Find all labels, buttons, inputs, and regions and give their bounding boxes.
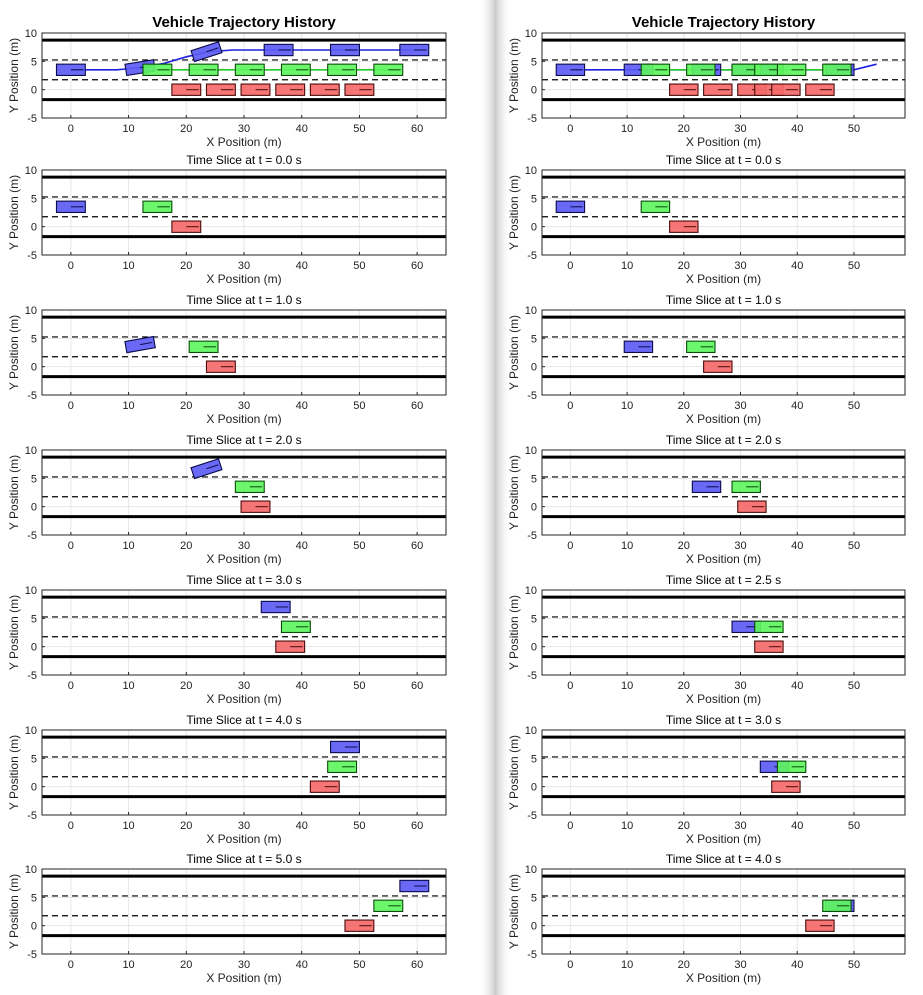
y-tick-label: 5 bbox=[30, 56, 37, 69]
x-tick-label: 30 bbox=[734, 123, 747, 135]
vehicle-green bbox=[189, 64, 218, 75]
subplot-title: Time Slice at t = 2.0 s bbox=[665, 433, 782, 447]
subplot-left-5 bbox=[7, 573, 446, 706]
x-tick-label: 30 bbox=[237, 680, 251, 692]
y-axis-label: Y Position (m) bbox=[507, 314, 521, 391]
y-tick-label: 10 bbox=[24, 725, 37, 737]
y-tick-label: 10 bbox=[524, 585, 537, 597]
y-tick-label: 0 bbox=[530, 84, 537, 97]
x-tick-label: 10 bbox=[620, 540, 634, 552]
x-axis-label: X Position (m) bbox=[206, 272, 282, 286]
plot-area bbox=[542, 590, 905, 675]
y-tick-label: 0 bbox=[530, 920, 537, 933]
x-axis-label: X Position (m) bbox=[685, 552, 762, 566]
vehicle-red bbox=[241, 501, 270, 512]
x-tick-label: 30 bbox=[734, 959, 747, 971]
x-tick-label: 10 bbox=[122, 680, 135, 692]
y-axis-label: Y Position (m) bbox=[7, 314, 21, 391]
x-tick-label: 40 bbox=[791, 680, 804, 692]
y-tick-label: 0 bbox=[30, 361, 37, 374]
vehicle-red bbox=[172, 221, 201, 232]
y-tick-label: -5 bbox=[527, 530, 537, 542]
x-axis-label: X Position (m) bbox=[206, 135, 282, 149]
vehicle-green bbox=[328, 761, 357, 772]
subplot-left-6 bbox=[7, 713, 446, 846]
plot-area bbox=[542, 170, 905, 255]
y-tick-label: 5 bbox=[30, 753, 37, 766]
y-tick-label: 10 bbox=[524, 165, 537, 177]
x-tick-label: 10 bbox=[122, 400, 135, 412]
y-tick-label: 0 bbox=[30, 84, 37, 97]
vehicle-green bbox=[641, 64, 669, 75]
y-axis-label: Y Position (m) bbox=[507, 873, 521, 950]
y-axis-label: Y Position (m) bbox=[507, 734, 521, 811]
x-tick-label: 50 bbox=[353, 123, 366, 135]
subplot-title: Time Slice at t = 0.0 s bbox=[665, 153, 782, 167]
x-tick-label: 30 bbox=[237, 820, 251, 832]
y-tick-label: 10 bbox=[24, 305, 37, 317]
y-tick-label: 10 bbox=[524, 28, 537, 40]
x-tick-label: 20 bbox=[180, 400, 193, 412]
vehicle-red bbox=[310, 84, 339, 95]
y-tick-label: 10 bbox=[524, 445, 537, 457]
x-tick-label: 20 bbox=[180, 260, 193, 272]
x-tick-label: 20 bbox=[677, 540, 690, 552]
vehicle-green bbox=[143, 64, 172, 75]
plot-area bbox=[542, 310, 905, 395]
x-tick-label: 40 bbox=[791, 400, 804, 412]
vehicle-blue bbox=[264, 44, 293, 55]
vehicle-blue bbox=[556, 201, 584, 212]
y-tick-label: 0 bbox=[30, 641, 37, 654]
vehicle-blue bbox=[624, 341, 652, 352]
vehicle-green bbox=[328, 64, 357, 75]
y-axis-label: Y Position (m) bbox=[7, 454, 21, 531]
subplot-title: Time Slice at t = 1.0 s bbox=[665, 293, 782, 307]
x-tick-label: 50 bbox=[353, 260, 366, 272]
x-tick-label: 20 bbox=[180, 540, 193, 552]
subplot-title: Time Slice at t = 2.5 s bbox=[665, 573, 782, 587]
x-tick-label: 50 bbox=[847, 959, 861, 971]
x-tick-label: 40 bbox=[295, 820, 308, 832]
subplot-title: Time Slice at t = 0.0 s bbox=[186, 153, 302, 167]
vehicle-green bbox=[374, 64, 403, 75]
vehicle-blue bbox=[331, 741, 360, 752]
x-tick-label: 0 bbox=[567, 540, 574, 552]
x-tick-label: 50 bbox=[353, 680, 366, 692]
y-tick-label: 0 bbox=[530, 781, 537, 794]
subplot-right-5 bbox=[507, 573, 905, 706]
vehicle-red bbox=[276, 641, 305, 652]
y-tick-label: -5 bbox=[27, 530, 37, 542]
x-tick-label: 40 bbox=[791, 260, 804, 272]
y-tick-label: 5 bbox=[30, 892, 37, 905]
subplot-right-4 bbox=[507, 433, 905, 566]
x-tick-label: 0 bbox=[567, 400, 574, 412]
x-tick-label: 40 bbox=[295, 959, 308, 971]
vehicle-red bbox=[704, 84, 732, 95]
y-tick-label: 5 bbox=[530, 613, 537, 626]
y-tick-label: -5 bbox=[527, 949, 537, 961]
vehicle-blue bbox=[331, 44, 360, 55]
y-tick-label: 5 bbox=[30, 193, 37, 206]
x-axis-label: X Position (m) bbox=[685, 971, 762, 985]
x-tick-label: 0 bbox=[67, 680, 74, 692]
x-tick-label: 0 bbox=[67, 260, 74, 272]
x-tick-label: 40 bbox=[791, 820, 804, 832]
vehicle-green bbox=[823, 900, 851, 911]
x-tick-label: 50 bbox=[353, 820, 366, 832]
y-tick-label: 5 bbox=[530, 56, 537, 69]
subplot-right-1 bbox=[507, 14, 905, 149]
vehicle-red bbox=[806, 920, 834, 931]
vehicle-blue bbox=[56, 64, 85, 75]
vehicle-red bbox=[310, 781, 339, 792]
vehicle-blue bbox=[400, 880, 429, 891]
x-axis-label: X Position (m) bbox=[206, 412, 282, 426]
vehicle-red bbox=[206, 361, 235, 372]
x-tick-label: 50 bbox=[353, 400, 366, 412]
vehicle-red bbox=[241, 84, 270, 95]
plot-area bbox=[542, 730, 905, 815]
vehicle-red bbox=[206, 84, 235, 95]
x-axis-label: X Position (m) bbox=[685, 692, 762, 706]
y-tick-label: 0 bbox=[530, 221, 537, 234]
x-tick-label: 0 bbox=[67, 540, 74, 552]
x-tick-label: 60 bbox=[411, 260, 424, 272]
subplot-left-7 bbox=[7, 852, 446, 985]
x-tick-label: 40 bbox=[295, 400, 308, 412]
x-axis-label: X Position (m) bbox=[685, 272, 762, 286]
x-tick-label: 40 bbox=[295, 123, 308, 135]
x-tick-label: 10 bbox=[620, 959, 634, 971]
vehicle-red bbox=[704, 361, 732, 372]
subplot-title: Vehicle Trajectory History bbox=[152, 14, 336, 31]
y-tick-label: -5 bbox=[27, 250, 37, 262]
y-axis-label: Y Position (m) bbox=[7, 873, 21, 950]
x-tick-label: 60 bbox=[411, 680, 424, 692]
vehicle-green bbox=[687, 64, 715, 75]
vehicle-red bbox=[345, 84, 374, 95]
subplot-title: Time Slice at t = 1.0 s bbox=[186, 293, 302, 307]
x-axis-label: X Position (m) bbox=[206, 692, 282, 706]
vehicle-green bbox=[235, 64, 264, 75]
x-axis-label: X Position (m) bbox=[685, 832, 762, 846]
subplot-title: Time Slice at t = 4.0 s bbox=[186, 713, 302, 727]
y-axis-label: Y Position (m) bbox=[507, 37, 521, 114]
y-tick-label: 10 bbox=[524, 305, 537, 317]
x-axis-label: X Position (m) bbox=[685, 135, 762, 149]
x-tick-label: 20 bbox=[677, 260, 690, 272]
subplot-right-6 bbox=[507, 713, 905, 846]
x-tick-label: 10 bbox=[122, 260, 135, 272]
subplot-left-1 bbox=[7, 14, 446, 149]
x-tick-label: 20 bbox=[677, 123, 690, 135]
vehicle-blue bbox=[400, 44, 429, 55]
x-tick-label: 0 bbox=[567, 260, 574, 272]
vehicle-blue bbox=[56, 201, 85, 212]
x-tick-label: 40 bbox=[295, 260, 308, 272]
y-axis-label: Y Position (m) bbox=[7, 734, 21, 811]
subplot-title: Time Slice at t = 3.0 s bbox=[186, 573, 302, 587]
x-axis-label: X Position (m) bbox=[206, 832, 282, 846]
x-tick-label: 10 bbox=[122, 123, 135, 135]
x-tick-label: 20 bbox=[677, 400, 690, 412]
vehicle-green bbox=[189, 341, 218, 352]
x-tick-label: 0 bbox=[567, 959, 574, 971]
y-tick-label: 0 bbox=[30, 781, 37, 794]
y-tick-label: 0 bbox=[530, 641, 537, 654]
x-tick-label: 50 bbox=[847, 540, 861, 552]
y-tick-label: 5 bbox=[30, 333, 37, 346]
x-tick-label: 10 bbox=[122, 820, 135, 832]
y-tick-label: 10 bbox=[24, 864, 37, 876]
vehicle-green bbox=[143, 201, 172, 212]
y-tick-label: 10 bbox=[24, 445, 37, 457]
y-tick-label: 5 bbox=[30, 613, 37, 626]
x-axis-label: X Position (m) bbox=[206, 971, 282, 985]
y-tick-label: 5 bbox=[530, 753, 537, 766]
x-tick-label: 40 bbox=[295, 540, 308, 552]
y-axis-label: Y Position (m) bbox=[507, 174, 521, 251]
vehicle-blue bbox=[261, 601, 290, 612]
y-tick-label: -5 bbox=[527, 250, 537, 262]
x-tick-label: 10 bbox=[620, 400, 634, 412]
y-tick-label: 10 bbox=[24, 585, 37, 597]
y-tick-label: 5 bbox=[530, 193, 537, 206]
x-tick-label: 40 bbox=[791, 123, 804, 135]
subplot-left-4 bbox=[7, 433, 446, 566]
subplot-left-2 bbox=[7, 153, 446, 286]
vehicle-red bbox=[670, 221, 698, 232]
x-tick-label: 10 bbox=[620, 123, 634, 135]
x-tick-label: 30 bbox=[734, 400, 747, 412]
y-tick-label: 0 bbox=[530, 501, 537, 514]
x-tick-label: 50 bbox=[847, 680, 861, 692]
y-tick-label: 5 bbox=[530, 892, 537, 905]
y-tick-label: 5 bbox=[530, 333, 537, 346]
vehicle-green bbox=[235, 481, 264, 492]
x-tick-label: 20 bbox=[180, 123, 193, 135]
x-tick-label: 0 bbox=[67, 959, 74, 971]
vehicle-green bbox=[374, 900, 403, 911]
vehicle-red bbox=[772, 781, 800, 792]
x-tick-label: 40 bbox=[295, 680, 308, 692]
x-tick-label: 10 bbox=[122, 959, 135, 971]
x-tick-label: 50 bbox=[847, 820, 861, 832]
x-tick-label: 60 bbox=[411, 400, 424, 412]
subplot-title: Time Slice at t = 3.0 s bbox=[665, 713, 782, 727]
vehicle-red bbox=[755, 641, 783, 652]
y-tick-label: 10 bbox=[524, 725, 537, 737]
x-tick-label: 0 bbox=[67, 820, 74, 832]
y-tick-label: -5 bbox=[27, 810, 37, 822]
vehicle-green bbox=[777, 64, 805, 75]
subplot-right-3 bbox=[507, 293, 905, 426]
subplot-right-7 bbox=[507, 852, 905, 985]
x-tick-label: 50 bbox=[353, 959, 366, 971]
y-axis-label: Y Position (m) bbox=[7, 594, 21, 671]
vehicle-green bbox=[281, 64, 310, 75]
y-tick-label: 5 bbox=[530, 473, 537, 486]
y-tick-label: 0 bbox=[530, 361, 537, 374]
subplot-title: Time Slice at t = 5.0 s bbox=[186, 852, 302, 866]
y-axis-label: Y Position (m) bbox=[507, 454, 521, 531]
y-axis-label: Y Position (m) bbox=[7, 174, 21, 251]
vehicle-green bbox=[281, 621, 310, 632]
y-tick-label: 10 bbox=[24, 28, 37, 40]
x-tick-label: 0 bbox=[567, 820, 574, 832]
vehicle-red bbox=[345, 920, 374, 931]
x-tick-label: 30 bbox=[734, 680, 747, 692]
y-tick-label: 0 bbox=[30, 501, 37, 514]
x-tick-label: 0 bbox=[567, 123, 574, 135]
x-tick-label: 20 bbox=[677, 959, 690, 971]
x-tick-label: 30 bbox=[237, 260, 251, 272]
x-tick-label: 60 bbox=[411, 959, 424, 971]
subplot-title: Vehicle Trajectory History bbox=[631, 14, 816, 31]
x-tick-label: 20 bbox=[180, 680, 193, 692]
y-tick-label: 10 bbox=[524, 864, 537, 876]
subplot-left-3 bbox=[7, 293, 446, 426]
x-tick-label: 30 bbox=[734, 820, 747, 832]
x-tick-label: 40 bbox=[791, 959, 804, 971]
subplot-right-2 bbox=[507, 153, 905, 286]
window-divider-shadow-left bbox=[478, 0, 496, 995]
x-tick-label: 0 bbox=[567, 680, 574, 692]
x-tick-label: 50 bbox=[847, 400, 861, 412]
x-tick-label: 30 bbox=[734, 540, 747, 552]
vehicle-green bbox=[732, 481, 760, 492]
x-tick-label: 40 bbox=[791, 540, 804, 552]
y-tick-label: 0 bbox=[30, 920, 37, 933]
vehicle-green bbox=[823, 64, 851, 75]
vehicle-red bbox=[738, 501, 766, 512]
subplot-title: Time Slice at t = 4.0 s bbox=[665, 852, 782, 866]
x-tick-label: 30 bbox=[734, 260, 747, 272]
x-tick-label: 50 bbox=[847, 123, 861, 135]
x-axis-label: X Position (m) bbox=[206, 552, 282, 566]
x-tick-label: 0 bbox=[67, 400, 74, 412]
x-tick-label: 30 bbox=[237, 400, 251, 412]
x-tick-label: 10 bbox=[620, 820, 634, 832]
y-tick-label: -5 bbox=[27, 390, 37, 402]
y-tick-label: -5 bbox=[27, 113, 37, 125]
x-tick-label: 30 bbox=[237, 123, 251, 135]
subplot-title: Time Slice at t = 2.0 s bbox=[186, 433, 302, 447]
y-axis-label: Y Position (m) bbox=[7, 37, 21, 114]
x-tick-label: 10 bbox=[620, 680, 634, 692]
plot-area bbox=[542, 450, 905, 535]
x-tick-label: 20 bbox=[677, 680, 690, 692]
y-tick-label: -5 bbox=[527, 670, 537, 682]
x-tick-label: 30 bbox=[237, 959, 251, 971]
x-tick-label: 20 bbox=[677, 820, 690, 832]
vehicle-blue bbox=[692, 481, 720, 492]
vehicle-green bbox=[777, 761, 805, 772]
vehicle-red bbox=[806, 84, 834, 95]
x-tick-label: 50 bbox=[847, 260, 861, 272]
x-tick-label: 60 bbox=[411, 123, 424, 135]
x-tick-label: 30 bbox=[237, 540, 251, 552]
x-tick-label: 50 bbox=[353, 540, 366, 552]
y-tick-label: 10 bbox=[24, 165, 37, 177]
y-axis-label: Y Position (m) bbox=[507, 594, 521, 671]
x-tick-label: 20 bbox=[180, 959, 193, 971]
vehicle-green bbox=[641, 201, 669, 212]
vehicle-green bbox=[755, 621, 783, 632]
vehicle-red bbox=[670, 84, 698, 95]
y-tick-label: -5 bbox=[27, 949, 37, 961]
y-tick-label: -5 bbox=[527, 810, 537, 822]
vehicle-green bbox=[687, 341, 715, 352]
x-tick-label: 60 bbox=[411, 820, 424, 832]
subplot-grid bbox=[7, 14, 905, 985]
x-axis-label: X Position (m) bbox=[685, 412, 762, 426]
vehicle-blue bbox=[556, 64, 584, 75]
y-tick-label: -5 bbox=[527, 390, 537, 402]
vehicle-red bbox=[172, 84, 201, 95]
x-tick-label: 20 bbox=[180, 820, 193, 832]
x-tick-label: 0 bbox=[67, 123, 74, 135]
x-tick-label: 10 bbox=[620, 260, 634, 272]
y-tick-label: 0 bbox=[30, 221, 37, 234]
y-tick-label: -5 bbox=[527, 113, 537, 125]
vehicle-red bbox=[772, 84, 800, 95]
vehicle-red bbox=[276, 84, 305, 95]
x-tick-label: 10 bbox=[122, 540, 135, 552]
y-tick-label: -5 bbox=[27, 670, 37, 682]
y-tick-label: 5 bbox=[30, 473, 37, 486]
x-tick-label: 60 bbox=[411, 540, 424, 552]
